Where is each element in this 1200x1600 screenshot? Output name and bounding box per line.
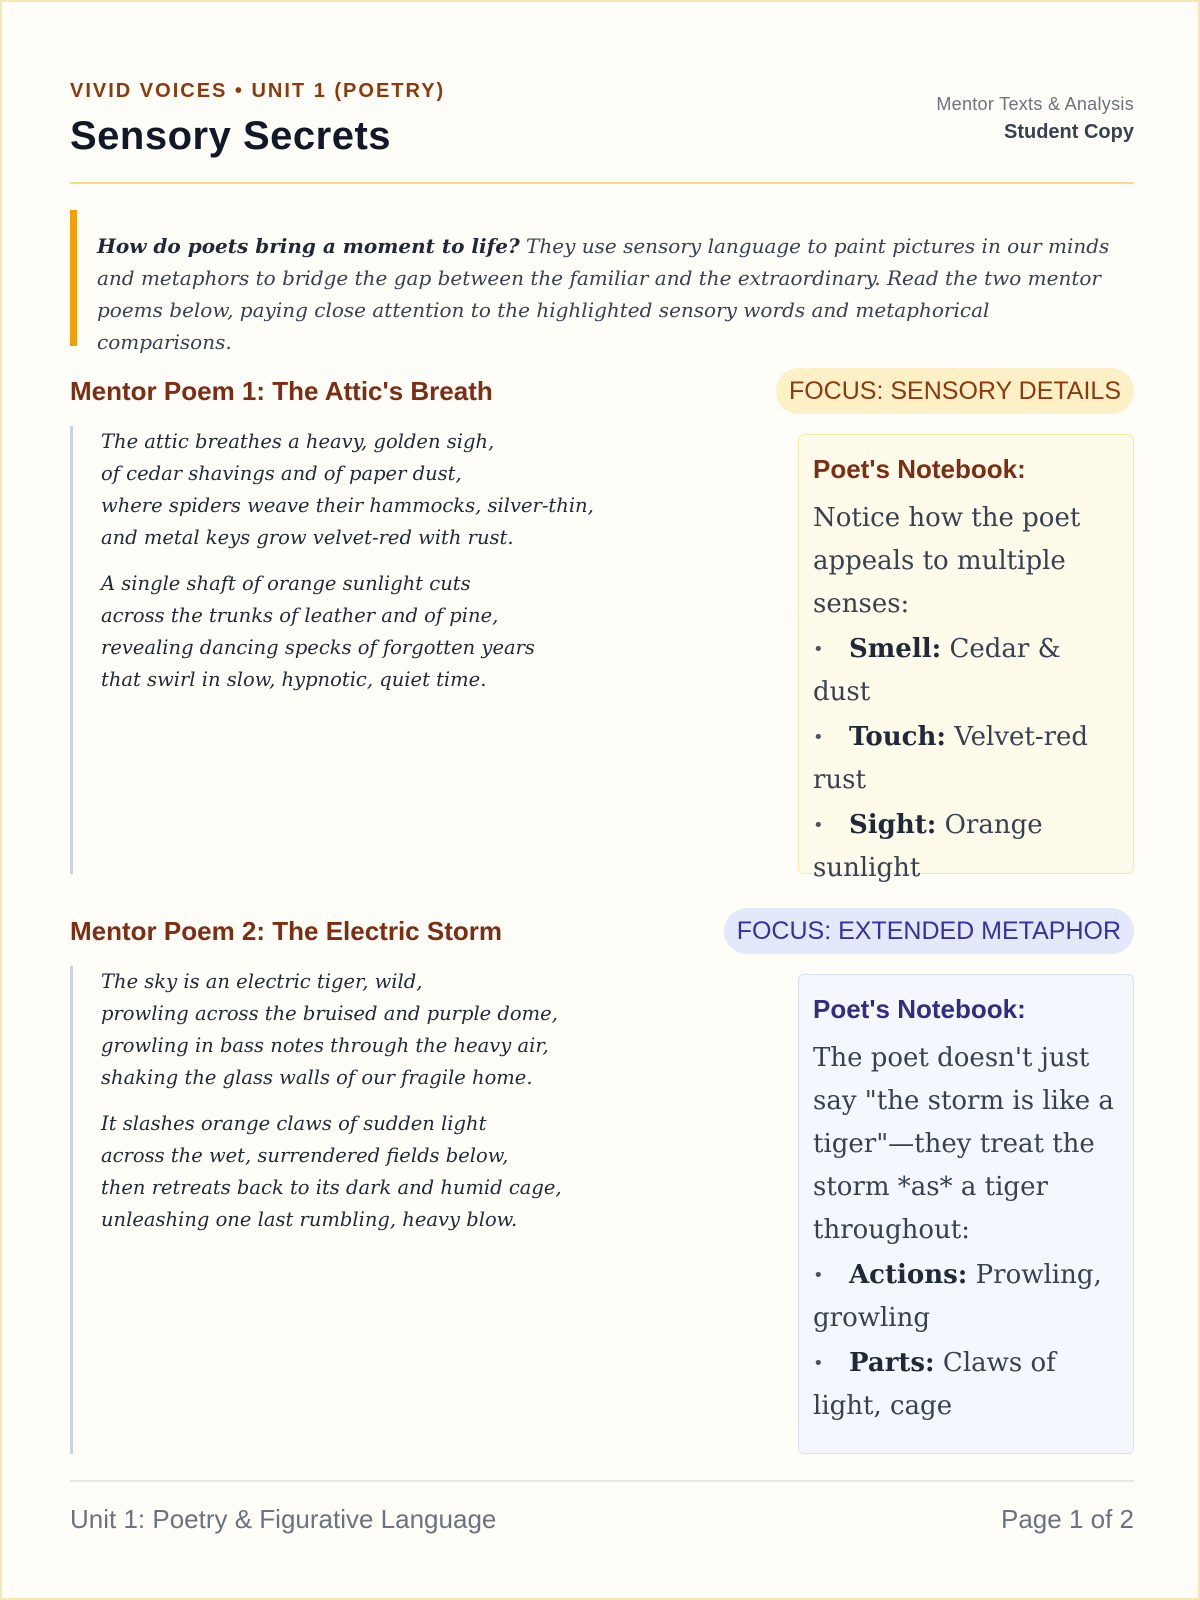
notebook-item <box>813 1342 1119 1428</box>
poem2-focus-badge: FOCUS: EXTENDED METAPHOR <box>724 908 1134 954</box>
notebook-text: Notice how the poet appeals to multiple senses: <box>813 503 1081 619</box>
unit-eyebrow: VIVID VOICES • UNIT 1 (POETRY) <box>70 80 446 102</box>
intro-body: They use sensory language to paint pictures in our minds and metaphors to bridge the gap between the familiar and the extraordinary. Read the two mentor poems below, paying close attention to the highlighted sensory words and metaphorical comparisons. <box>97 234 1110 354</box>
item-label: Actions: <box>849 1260 968 1290</box>
item-value: Velvet-red rust <box>813 722 1089 795</box>
poem-line: and metal keys grow velvet-red with rust. <box>101 526 514 549</box>
footer-page-number: Page 1 of 2 <box>1001 1504 1134 1534</box>
notebook-item <box>813 1254 1119 1340</box>
poem2-stanza-1 <box>101 966 710 1094</box>
poem1-focus-badge: FOCUS: SENSORY DETAILS <box>776 368 1134 414</box>
item-value: Claws of light, cage <box>813 1348 1056 1421</box>
poem-line: that swirl in slow, hypnotic, quiet time. <box>101 668 487 691</box>
footer-unit-label: Unit 1: Poetry & Figurative Language <box>70 1504 497 1534</box>
poem-line: revealing dancing specks of forgotten years <box>101 636 535 659</box>
notebook-title: Poet's Notebook: <box>813 994 1026 1024</box>
item-value: Orange sunlight <box>813 810 1043 883</box>
item-label: Sight: <box>849 810 937 840</box>
poem1-stanza-2 <box>101 568 710 696</box>
notebook-text: The poet doesn't just say "the storm is like a tiger"—they treat the storm *as* a tiger throughout: <box>813 1043 1114 1245</box>
page-footer <box>70 1480 1134 1534</box>
poem-line: across the wet, surrendered fields below, <box>101 1144 509 1167</box>
notebook-item <box>813 628 1119 714</box>
poem1-title: Mentor Poem 1: The Attic's Breath <box>70 376 493 406</box>
poem-line: shaking the glass walls of our fragile home. <box>101 1066 533 1089</box>
meta-copy-label: Student Copy <box>1004 121 1134 143</box>
poem2-text <box>70 966 710 1454</box>
poem-line: It slashes orange claws of sudden light <box>101 1112 487 1135</box>
poem-line: across the trunks of leather and of pine, <box>101 604 499 627</box>
bullet-icon: • <box>813 815 824 836</box>
poem-line: The attic breathes a heavy, golden sigh, <box>101 430 495 453</box>
intro-callout <box>70 210 1134 354</box>
bullet-icon: • <box>813 1265 824 1286</box>
notebook-item <box>813 804 1119 890</box>
poem1-notebook <box>798 434 1134 883</box>
poem-line: A single shaft of orange sunlight cuts <box>101 572 471 595</box>
meta-subtitle: Mentor Texts & Analysis <box>936 94 1134 114</box>
page-header <box>70 78 1134 184</box>
poem2-stanza-2 <box>101 1108 710 1236</box>
item-label: Parts: <box>849 1348 935 1378</box>
page-title: Sensory Secrets <box>70 114 392 158</box>
notebook-title: Poet's Notebook: <box>813 454 1026 484</box>
poem2-heading <box>70 908 1134 956</box>
poem-line: The sky is an electric tiger, wild, <box>101 970 423 993</box>
poem-line: unleashing one last rumbling, heavy blow. <box>101 1208 518 1231</box>
poem-line: where spiders weave their hammocks, silver-thin, <box>101 494 594 517</box>
item-label: Touch: <box>849 722 946 752</box>
item-value: Cedar & dust <box>813 634 1061 707</box>
poem-line: of cedar shavings and of paper dust, <box>101 462 462 485</box>
notebook-item <box>813 716 1119 802</box>
item-value: Prowling, growling <box>813 1260 1102 1333</box>
poem1-heading <box>70 368 1134 416</box>
poem1-text <box>70 426 710 874</box>
intro-lead: How do poets bring a moment to life? <box>97 234 520 258</box>
bullet-icon: • <box>813 639 824 660</box>
poem1-stanza-1 <box>101 426 710 554</box>
poem-line: then retreats back to its dark and humid cage, <box>101 1176 562 1199</box>
poem-line: prowling across the bruised and purple dome, <box>101 1002 558 1025</box>
poem2-notebook <box>798 974 1134 1454</box>
bullet-icon: • <box>813 727 824 748</box>
header-meta <box>936 94 1134 144</box>
bullet-icon: • <box>813 1353 824 1374</box>
poem-line: growling in bass notes through the heavy air, <box>101 1034 549 1057</box>
poem2-title: Mentor Poem 2: The Electric Storm <box>70 916 502 946</box>
item-label: Smell: <box>849 634 942 664</box>
